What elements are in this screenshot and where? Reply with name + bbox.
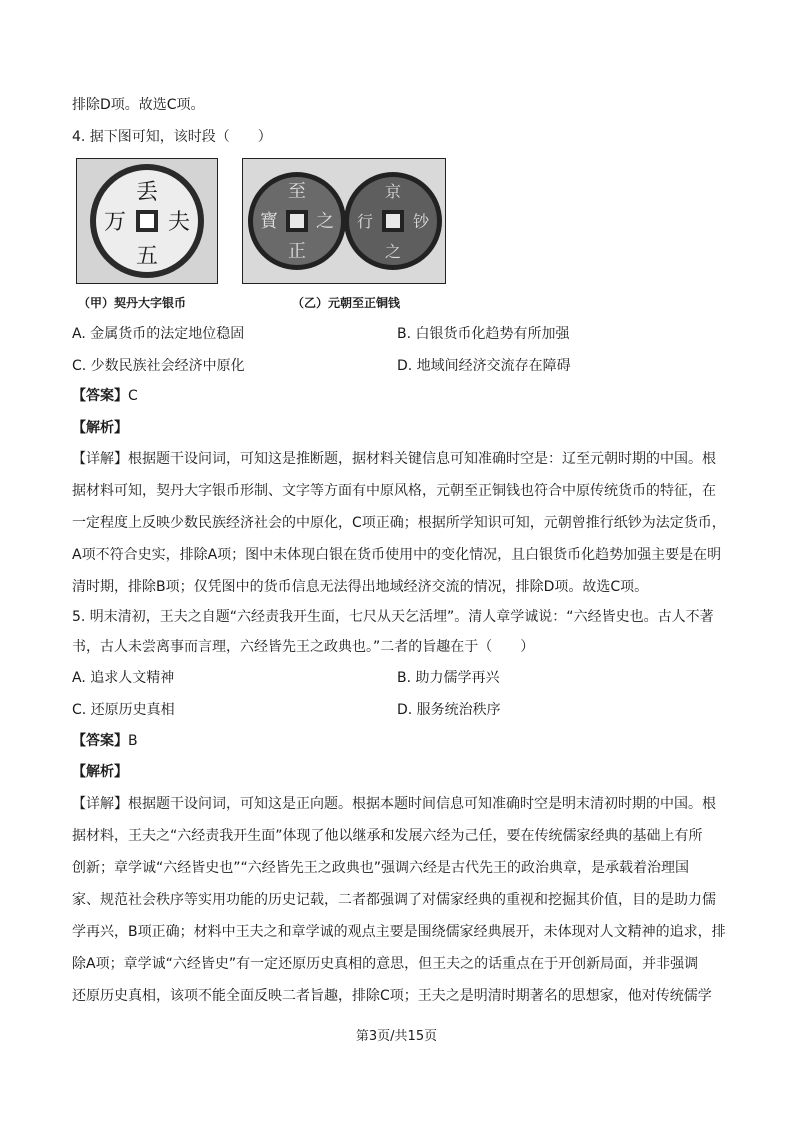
q5-detail-line: 据材料，王夫之“六经责我开生面”体现了他以继承和发展六经为己任，要在传统儒家经典的基础上有所 <box>72 828 703 844</box>
q4-detail-line: 一定程度上反映少数民族经济社会的中原化，C项正确；根据所学知识可知，元朝曾推行纸钞为法定货币， <box>72 515 726 531</box>
q4-option-c: C. 少数民族社会经济中原化 <box>72 358 245 374</box>
coin2-char-right: 之 <box>316 211 334 232</box>
coin1-char-left: 万 <box>103 210 127 235</box>
coin-image-jia <box>76 158 218 284</box>
coin3-char-left: 行 <box>356 212 374 231</box>
q5-detail-line: 除A项；章学诚“六经皆史”有一定还原历史真相的意思，但王夫之的话重点在于开创新局面，并非强调 <box>72 956 699 972</box>
coin2-char-top: 至 <box>288 181 306 202</box>
q5-option-a: A. 追求人文精神 <box>72 670 175 686</box>
previous-answer-line: 排除D项。故选C项。 <box>72 97 205 113</box>
coin1-char-top: 丢 <box>135 180 159 205</box>
q5-stem-line: 5. 明末清初，王夫之自题“六经责我开生面，七尺从天乞活埋”。清人章学诚说：“六经皆史也。古人不著 <box>72 609 714 625</box>
caption-jia: （甲）契丹大字银币 <box>78 296 187 310</box>
q5-option-d: D. 服务统治秩序 <box>397 702 501 718</box>
answer-tag: 【答案】 <box>72 733 128 749</box>
q5-detail-line: 创新；章学诚“六经皆史也”“六经皆先王之政典也”强调六经是古代先王的政治典章，是承载着治理国 <box>72 860 690 876</box>
page-number: 第3页/共15页 <box>355 1029 438 1044</box>
coin2-char-left: 寳 <box>260 211 278 232</box>
q4-detail-line: A项不符合史实，排除A项；图中未体现白银在货币使用中的变化情况，且白银货币化趋势加强主要是在明 <box>72 547 722 563</box>
answer-value: C <box>128 388 138 404</box>
q5-answer <box>72 731 138 751</box>
q5-option-b: B. 助力儒学再兴 <box>397 670 500 686</box>
coin1-char-bottom: 五 <box>135 244 159 269</box>
q5-option-c: C. 还原历史真相 <box>72 702 175 718</box>
q5-stem-line: 书，古人未尝离事而言理，六经皆先王之政典也。”二者的旨趣在于（ ） <box>72 639 535 655</box>
q5-detail-line: 学再兴，B项正确；材料中王夫之和章学诚的观点主要是围绕儒家经典展开，未体现对人文精神的追求，排 <box>72 924 726 940</box>
q4-detail-line: 【详解】根据题干设问词，可知这是推断题，据材料关键信息可知准确时空是：辽至元朝时期的中国。根 <box>72 451 716 467</box>
q4-option-d: D. 地域间经济交流存在障碍 <box>397 358 571 374</box>
coin2-char-bottom: 正 <box>288 241 306 262</box>
khitan-silver-coin-icon <box>77 159 217 283</box>
q4-option-a: A. 金属货币的法定地位稳固 <box>72 326 245 342</box>
answer-tag: 【答案】 <box>72 388 128 404</box>
q5-detail-line: 【详解】根据题干设问词，可知这是正向题。根据本题时间信息可知准确时空是明末清初时期的中国。根 <box>72 796 716 812</box>
yuan-copper-coins-icon <box>243 159 445 283</box>
coin3-char-top: 京 <box>384 182 402 201</box>
caption-yi: （乙）元朝至正铜钱 <box>292 296 401 310</box>
q5-detail-line: 家、规范社会秩序等实用功能的历史记载，二者都强调了对儒家经典的重视和挖掘其价值，目的是助力儒 <box>72 892 716 908</box>
q4-detail-line: 清时期，排除B项；仅凭图中的货币信息无法得出地域经济交流的情况，排除D项。故选C项。 <box>72 579 649 595</box>
q4-stem: 4. 据下图可知，该时段（ ） <box>72 129 272 145</box>
q5-detail-line: 还原历史真相，该项不能全面反映二者旨趣，排除C项；王夫之是明清时期著名的思想家，他对传统儒学 <box>72 988 712 1004</box>
q5-analysis-tag: 【解析】 <box>72 764 128 780</box>
answer-value: B <box>128 733 138 749</box>
q4-analysis-tag: 【解析】 <box>72 420 128 436</box>
coin3-char-bottom: 之 <box>384 242 402 261</box>
coin3-char-right: 钞 <box>412 212 430 231</box>
coin-image-yi <box>242 158 446 284</box>
q4-detail-line: 据材料可知，契丹大字银币形制、文字等方面有中原风格，元朝至正铜钱也符合中原传统货币的特征，在 <box>72 483 716 499</box>
q4-option-b: B. 白银货币化趋势有所加强 <box>397 326 570 342</box>
q4-answer <box>72 386 138 406</box>
coin1-char-right: 夫 <box>167 210 191 235</box>
